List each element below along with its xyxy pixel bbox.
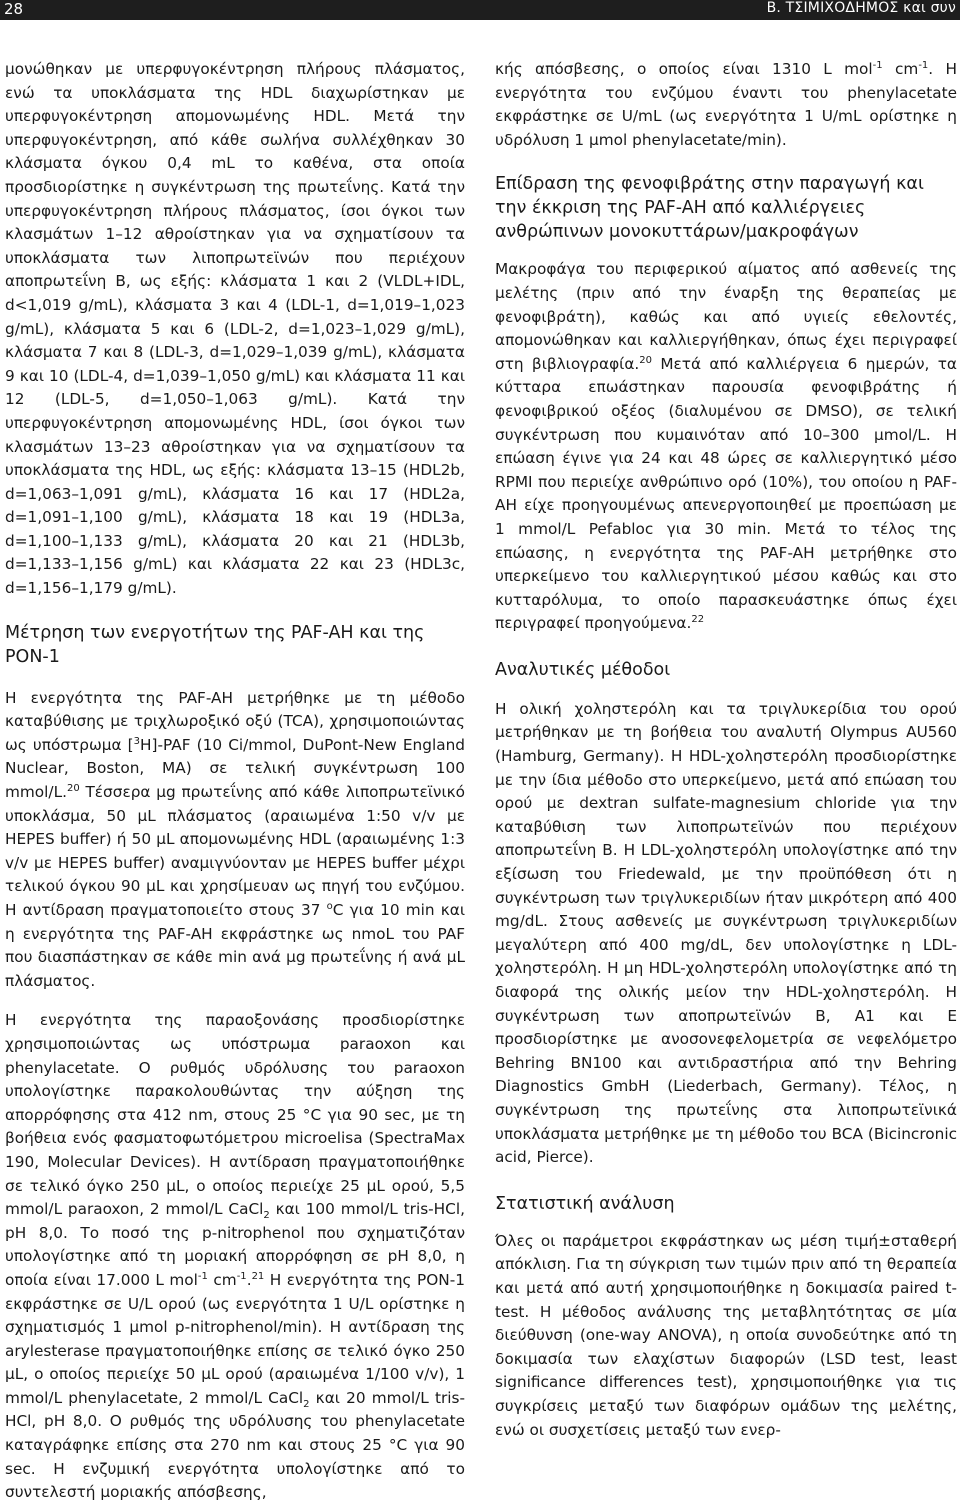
page-header: [0, 0, 960, 20]
paragraph-paraoxonase: Η ενεργότητα της παραοξονάσης προσδιορίστηκε χρησιμοποιώντας ως υπόστρωμα paraoxon και phenylacetate. Ο ρυθμός υδρόλυσης του paraoxon υπολογίστηκε παρακολουθώντας την αύξηση της απορρόφησης στα 412 nm, στους 25 °C για 90 sec, με τη βοήθεια ενός φασματοφωτόμετρου microelisa (SpectraMax 190, Molecular Devices). Η αντίδραση πραγματοποιήθηκε σε τελικό όγκο 250 μL, ο οποίος περιείχε 25 μL ορού, 5,5 mmol/L paraoxon, 2 mmol/L CaCl$_2$ και 100 mmol/L tris-HCl, pH 8,0. Το ποσό της p-nitrophenol που σχηματιζόταν υπολογίστηκε από τη μοριακή απορρόφηση σε pH 8,0, η οποία είναι 17.000 L mol$^{-1}$ $cm^{-1}.^{21}$ Η ενεργότητα της PON-1 εκφράστηκε σε U/L ορού (ως ενεργότητα 1 U/L ορίστηκε η σχηματισμός 1 μmol p-nitrophenol/min). Η αντίδραση της arylesterase πραγματοποιήθηκε επίσης σε τελικό όγκο 250 μL, ο οποίος περιείχε 50 μL ορού (αραιωμένα 1/100 v/v), 1 mmol/L phenylacetate, 2 mmol/L CaCl$_2$ και 20 mmol/L tris-HCl, pH 8,0. Ο ρυθμός της υδρόλυσης του phenylacetate καταγράφηκε επίσης στα 270 nm και στους 25 °C για 90 sec. Η ενζυμική ενεργότητα υπολογίστηκε από το συντελεστή μοριακής απόσβεσης,: [5, 1011, 465, 1502]
paragraph-macrophages: Μακροφάγα του περιφερικού αίματος από ασθενείς της μελέτης (πριν από την έναρξη της θεραπείας με φενοφιβράτη), καθώς και από υγιείς εθελοντές, απομονώθηκαν και καλλιεργήθηκαν, όπως έχει περιγραφεί στη βιβλιογραφία.$^{20}$ Μετά από καλλιέργεια 6 ημερών, τα κύτταρα επωάστηκαν παρουσία φενοφιβράτης ή φενοφιβρικού οξέος (διαλυμένου σε DMSO), σε τελική συγκέντρωση που κυμαινόταν από 10–300 μmol/L. Η επώαση έγινε για 24 και 48 ώρες σε καλλιεργητικό μέσο RPMI που περιείχε ανθρώπινο ορό (10%), του οποίου η PAF-AH είχε προηγουμένως απενεργοποιηθεί με προεπώαση με 1 mmol/L Pefabloc για 30 min. Μετά το τέλος της επώασης, η ενεργότητα της PAF-AH μετρήθηκε στο υπερκείμενο του καλλιεργητικού μέσου καθώς και στο κυτταρόλυμα, το οποίο παρασκευάστηκε όπως έχει περιγραφεί προηγούμενα.$^{22}$: [495, 260, 957, 633]
section-heading-fenofibrate-effect: Επίδραση της φενοφιβράτης στην παραγωγή και την έκκριση της PAF-AH από καλλιέργειες ανθρώπινων μονοκυττάρων/μακροφάγων: [495, 174, 924, 243]
paragraph-statistics: Όλες οι παράμετροι εκφράστηκαν ως μέση τιμή±σταθερή απόκλιση. Για τη σύγκριση των τιμών πριν από τη θεραπεία και μετά από αυτή χρησιμοποιήθηκε η δοκιμασία paired t-test. Η μέθοδος ανάλυσης της μεταβλητότητας σε μία διεύθυνση (one-way ANOVA), η οποία συνοδεύτηκε από τη δοκιμασία των ελαχίστων διαφορών (LSD test, least significance differences test), χρησιμοποιήθηκε για τις συγκρίσεις μεταξύ των διαφόρων ομάδων της μελέτης, ενώ οι συσχετίσεις μεταξύ των ενερ-: [495, 1231, 957, 1439]
section-heading-statistics: Στατιστική ανάλυση: [495, 1193, 675, 1214]
section-heading-measurement: Μέτρηση των ενεργοτήτων της PAF-AH και της PON-1: [5, 622, 425, 667]
paragraph-ultracentrifugation: μονώθηκαν με υπερφυγοκέντρηση πλήρους πλάσματος, ενώ τα υποκλάσματα της HDL διαχωρίστηκαν με υπερφυγοκέντρηση απομονωμένης HDL. Μετά την υπερφυγοκέντρηση, από κάθε σωλήνα συλλέχθηκαν 30 κλάσματα όγκου 0,4 mL το καθένα, στα οποία προσδιορίστηκε η συγκέντρωση της πρωτεΐνης. Κατά την υπερφυγοκέντρηση πλήρους πλάσματος, ίσοι όγκοι των κλασμάτων 1–12 αθροίστηκαν για να σχηματίσουν τα υποκλάσματα των λιποπρωτεϊνών που περιέχουν αποπρωτεΐνη B, ως εξής: κλάσματα 1 και 2 (VLDL+IDL, d<1,019 g/mL), κλάσματα 3 και 4 (LDL-1, d=1,019–1,023 g/mL), κλάσματα 5 και 6 (LDL-2, d=1,023–1,029 g/mL), κλάσματα 7 και 8 (LDL-3, d=1,029–1,039 g/mL), κλάσματα 9 και 10 (LDL-4, d=1,039–1,050 g/mL) και κλάσματα 11 και 12 (LDL-5, d=1,050–1,063 g/mL). Κατά την υπερφυγοκέντρηση απομονωμένης HDL, ίσοι όγκοι των κλασμάτων 13–23 αθροίστηκαν για να σχηματίσουν τα υποκλάσματα της HDL, ως εξής: κλάσματα 13–15 (HDL2b, d=1,063–1,091 g/mL), κλάσματα 16 και 17 (HDL2a, d=1,091–1,100 g/mL), κλάσματα 18 και 19 (HDL3a, d=1,100–1,133 g/mL), κλάσματα 20 και 21 (HDL3b, d=1,133–1,156 g/mL) και κλάσματα 22 και 23 (HDL3c, d=1,156–1,179 g/mL).: [5, 60, 465, 598]
paragraph-analytical-methods: Η ολική χοληστερόλη και τα τριγλυκερίδια του ορού μετρήθηκαν με τη βοήθεια του αναλυτή Olympus AU560 (Hamburg, Germany). Η HDL-χοληστερόλη προσδιορίστηκε με την ίδια μέθοδο στο υπερκείμενο, μετά από επώαση του ορού με dextran sulfate-magnesium chloride για την καταβύθιση των λιποπρωτεϊνών που περιέχουν αποπρωτεΐνη B. Η LDL-χοληστερόλη υπολογίστηκε από την εξίσωση του Friedewald, με την προϋπόθεση ότι η συγκέντρωση των τριγλυκεριδίων ήταν μικρότερη από 400 mg/dL. Στους ασθενείς με συγκέντρωση τριγλυκεριδίων μεγαλύτερη από 400 mg/dL, δεν υπολογίστηκε η LDL-χοληστερόλη. Η μη HDL-χοληστερόλη υπολογίστηκε από τη διαφορά της ολικής μείον την HDL-χοληστερόλη. Η συγκέντρωση των αποπρωτεϊνών B, A1 και E προσδιορίστηκε με ανοσονεφελομετρία σε νεφελόμετρο Behring BN100 και αντιδραστήρια από την Behring Diagnostics GmbH (Liederbach, Germany). Τέλος, η συγκέντρωση της πρωτεΐνης στα λιποπρωτεϊνικά υποκλάσματα μετρήθηκε με τη μέθοδο του BCA (Bicincronic acid, Pierce).: [495, 699, 957, 1167]
right-column: [495, 58, 957, 1442]
left-column: [5, 58, 465, 1505]
paragraph-extinction: κής απόσβεσης, ο οποίος είναι 1310 L mol$^{-1}$ $cm^{-1}$. Η ενεργότητα του ενζύμου έναντι του phenylacetate εκφράστηκε σε U/mL (ως ενεργότητα 1 U/mL ορίστηκε η υδρόλυση 1 μmol phenylacetate/min).: [495, 59, 957, 149]
section-heading-analytical-methods: Αναλυτικές μέθοδοι: [495, 659, 671, 680]
paragraph-paf-ah: Η ενεργότητα της PAF-AH μετρήθηκε με τη μέθοδο καταβύθισης με τριχλωροξικό οξύ (TCA), χρησιμοποιώντας ως υπόστρωμα [$^3$H]-PAF (10 Ci/mmol, DuPont-New England Nuclear, Boston, MA) σε τελική συγκέντρωση 100 mmol/L.$^{20}$ Τέσσερα μg πρωτεΐνης από κάθε λιποπρωτεϊνικό υποκλάσμα, 50 μL πλάσματος (αραιωμένα 1:50 v/v με HEPES buffer) ή 50 μL απομονωμένης HDL (αραιωμένης 1:3 v/v με HEPES buffer) αναμιγνύονταν με HEPES buffer μέχρι τελικού όγκου 90 μL και χρησίμευαν ως πηγή του ενζύμου. Η αντίδραση πραγματοποιείτο στους 37 $^o$C για 10 min και η ενεργότητα της PAF-AH εκφράστηκε ως nmoL του PAF που διασπάστηκαν σε κάθε min ανά μg πρωτεΐνης ή ανά μL πλάσματος.: [5, 688, 466, 990]
page-number: 28: [4, 0, 24, 18]
running-head: Β. ΤΣΙΜΙΧΟΔΗΜΟΣ και συν: [766, 0, 956, 16]
